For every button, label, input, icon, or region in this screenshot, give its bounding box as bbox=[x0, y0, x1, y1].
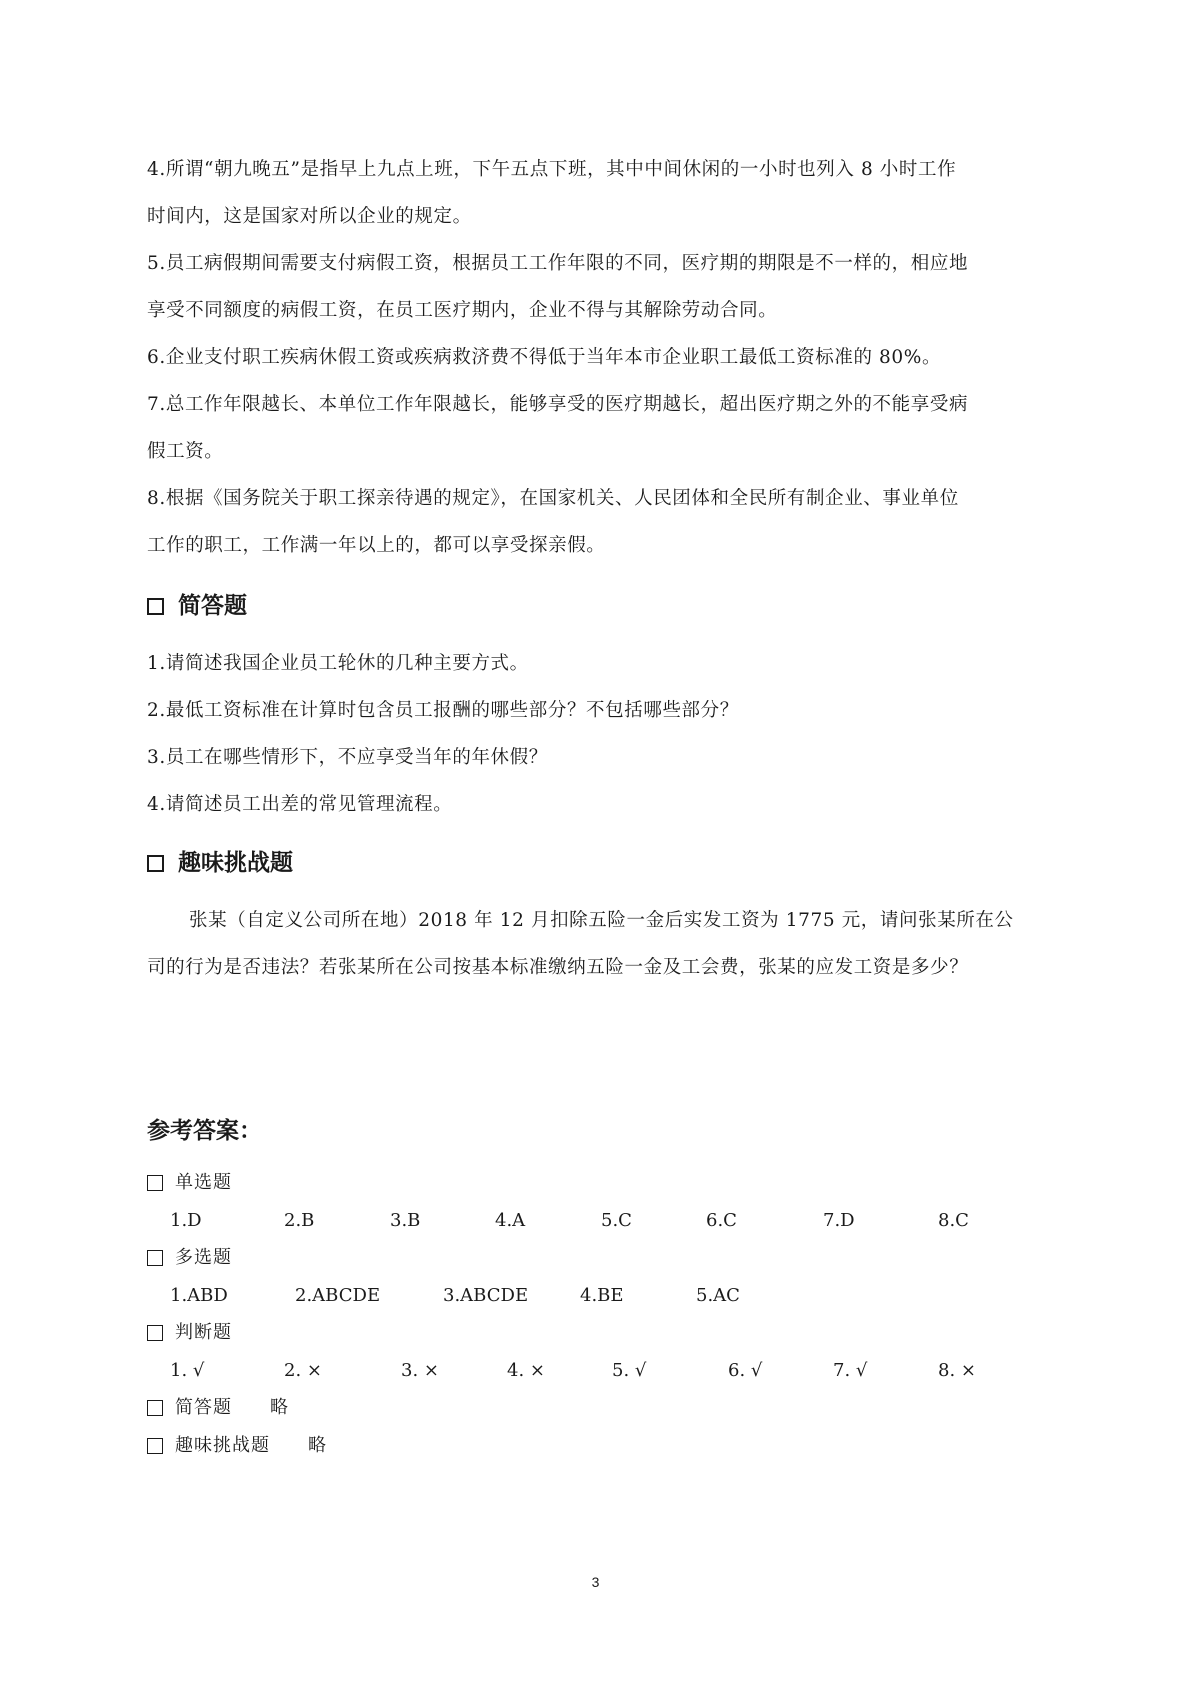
short-answer-questions bbox=[147, 640, 1052, 828]
category-note: 略 bbox=[308, 1435, 327, 1456]
answer-item: 4.BE bbox=[580, 1285, 624, 1306]
answer-category-challenge bbox=[147, 1433, 327, 1459]
answer-item: 1.D bbox=[170, 1210, 202, 1231]
category-label: 简答题 bbox=[175, 1397, 232, 1418]
page-number: 3 bbox=[591, 1574, 600, 1590]
answer-item: 6. √ bbox=[728, 1360, 763, 1381]
answer-item: 4. × bbox=[507, 1360, 545, 1381]
answer-item: 5.AC bbox=[696, 1285, 740, 1306]
category-label: 单选题 bbox=[175, 1172, 232, 1193]
answer-item: 5.C bbox=[601, 1210, 632, 1231]
answer-category-short-answer bbox=[147, 1395, 289, 1421]
checkbox-square-icon bbox=[147, 855, 164, 872]
answer-item: 3.B bbox=[390, 1210, 421, 1231]
answer-item: 3. × bbox=[401, 1360, 439, 1381]
checkbox-square-icon bbox=[147, 1175, 163, 1191]
answer-category-single-choice bbox=[147, 1170, 232, 1196]
challenge-text bbox=[147, 897, 1052, 991]
text-line: 7.总工作年限越长、本单位工作年限越长，能够享受的医疗期越长，超出医疗期之外的不能享受病 bbox=[147, 394, 969, 415]
answer-item: 2. × bbox=[284, 1360, 322, 1381]
checkbox-square-icon bbox=[147, 598, 164, 615]
judgement-question-8 bbox=[147, 475, 1052, 569]
section-title: 简答题 bbox=[178, 593, 247, 619]
text-line: 时间内，这是国家对所以企业的规定。 bbox=[147, 206, 472, 227]
text-line: 8.根据《国务院关于职工探亲待遇的规定》，在国家机关、人民团体和全民所有制企业、事业单位 bbox=[147, 488, 959, 509]
answer-item: 1. √ bbox=[170, 1360, 205, 1381]
question-line: 3.员工在哪些情形下，不应享受当年的年休假？ bbox=[147, 747, 548, 768]
answer-item: 4.A bbox=[495, 1210, 526, 1231]
text-line: 6.企业支付职工疾病休假工资或疾病救济费不得低于当年本市企业职工最低工资标准的 80%。 bbox=[147, 347, 942, 368]
category-label: 趣味挑战题 bbox=[175, 1435, 270, 1456]
answer-item: 7.D bbox=[823, 1210, 855, 1231]
text-line: 工作的职工，工作满一年以上的，都可以享受探亲假。 bbox=[147, 535, 606, 556]
checkbox-square-icon bbox=[147, 1250, 163, 1266]
text-line: 张某（自定义公司所在地）2018 年 12 月扣除五险一金后实发工资为 1775 元，请问张某所在公 bbox=[189, 910, 1014, 931]
section-title: 趣味挑战题 bbox=[178, 850, 293, 876]
question-line: 4.请简述员工出差的常见管理流程。 bbox=[147, 794, 453, 815]
judgement-question-5 bbox=[147, 240, 1052, 334]
answer-category-multiple-choice bbox=[147, 1245, 232, 1271]
answer-item: 3.ABCDE bbox=[443, 1285, 529, 1306]
text-line: 5.员工病假期间需要支付病假工资，根据员工工作年限的不同，医疗期的期限是不一样的，相应地 bbox=[147, 253, 969, 274]
checkbox-square-icon bbox=[147, 1400, 163, 1416]
short-answer-heading bbox=[147, 591, 247, 621]
category-note: 略 bbox=[270, 1397, 289, 1418]
text-line: 假工资。 bbox=[147, 441, 224, 462]
judgement-question-4 bbox=[147, 146, 1052, 240]
question-line: 1.请简述我国企业员工轮休的几种主要方式。 bbox=[147, 653, 529, 674]
answer-item: 2.ABCDE bbox=[295, 1285, 381, 1306]
answer-category-true-false bbox=[147, 1320, 232, 1346]
answer-item: 2.B bbox=[284, 1210, 315, 1231]
category-label: 判断题 bbox=[175, 1322, 232, 1343]
checkbox-square-icon bbox=[147, 1325, 163, 1341]
category-label: 多选题 bbox=[175, 1247, 232, 1268]
text-line: 享受不同额度的病假工资，在员工医疗期内，企业不得与其解除劳动合同。 bbox=[147, 300, 778, 321]
challenge-heading bbox=[147, 848, 293, 878]
answer-item: 8.C bbox=[938, 1210, 969, 1231]
answers-title: 参考答案： bbox=[147, 1118, 262, 1144]
checkbox-square-icon bbox=[147, 1438, 163, 1454]
answer-item: 8. × bbox=[938, 1360, 976, 1381]
answer-item: 1.ABD bbox=[170, 1285, 228, 1306]
question-line: 2.最低工资标准在计算时包含员工报酬的哪些部分？不包括哪些部分？ bbox=[147, 700, 739, 721]
judgement-question-6 bbox=[147, 334, 1052, 381]
judgement-question-7 bbox=[147, 381, 1052, 475]
answer-item: 5. √ bbox=[612, 1360, 647, 1381]
answer-item: 7. √ bbox=[833, 1360, 868, 1381]
text-line: 4.所谓“朝九晚五”是指早上九点上班，下午五点下班，其中中间休闲的一小时也列入 8 小时工作 bbox=[147, 159, 957, 180]
answer-item: 6.C bbox=[706, 1210, 737, 1231]
text-line: 司的行为是否违法？若张某所在公司按基本标准缴纳五险一金及工会费，张某的应发工资是多少？ bbox=[147, 957, 969, 978]
